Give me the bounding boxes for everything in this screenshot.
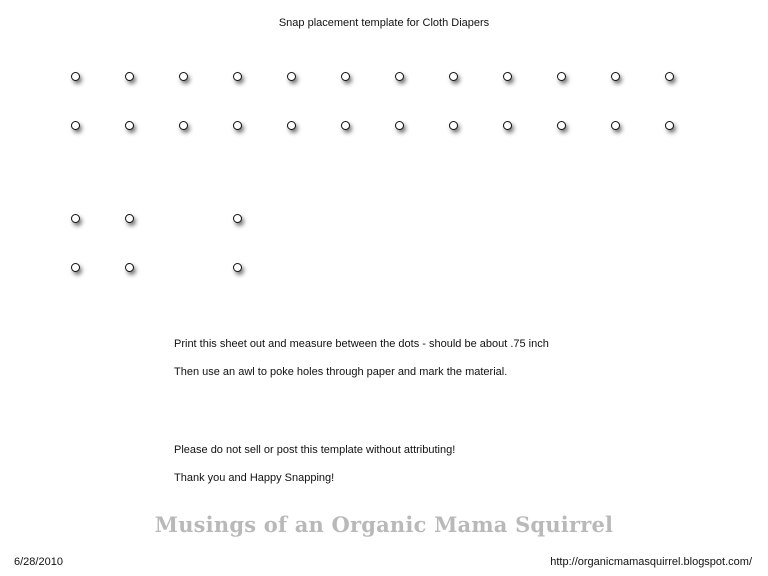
- snap-dot-icon: [665, 72, 674, 81]
- snap-dot-icon: [179, 72, 188, 81]
- note-attribution: Please do not sell or post this template without attributing!: [174, 444, 456, 456]
- snap-dot-icon: [71, 72, 80, 81]
- instruction-awl: Then use an awl to poke holes through paper and mark the material.: [174, 366, 508, 378]
- snap-dot-icon: [395, 72, 404, 81]
- snap-dot-icon: [125, 214, 134, 223]
- snap-dot-icon: [557, 121, 566, 130]
- snap-dot-icon: [71, 121, 80, 130]
- snap-dot-icon: [665, 121, 674, 130]
- snap-dot-icon: [233, 214, 242, 223]
- snap-dot-icon: [125, 263, 134, 272]
- snap-dot-icon: [233, 72, 242, 81]
- brand-watermark: Musings of an Organic Mama Squirrel: [154, 512, 614, 537]
- snap-dot-icon: [125, 121, 134, 130]
- snap-dot-icon: [611, 72, 620, 81]
- instruction-measure: Print this sheet out and measure between the dots - should be about .75 inch: [174, 338, 549, 350]
- note-thanks: Thank you and Happy Snapping!: [174, 472, 335, 484]
- snap-dot-icon: [503, 72, 512, 81]
- snap-dot-icon: [71, 214, 80, 223]
- snap-dot-icon: [503, 121, 512, 130]
- snap-dot-icon: [557, 72, 566, 81]
- snap-dot-icon: [71, 263, 80, 272]
- snap-dot-icon: [287, 72, 296, 81]
- snap-dot-icon: [233, 121, 242, 130]
- snap-dot-icon: [611, 121, 620, 130]
- footer-url[interactable]: http://organicmamasquirrel.blogspot.com/: [550, 556, 752, 568]
- snap-dot-icon: [449, 72, 458, 81]
- snap-dot-icon: [449, 121, 458, 130]
- snap-dot-icon: [125, 72, 134, 81]
- snap-dot-icon: [179, 121, 188, 130]
- snap-dot-icon: [341, 121, 350, 130]
- snap-dot-icon: [341, 72, 350, 81]
- page-title: Snap placement template for Cloth Diapers: [278, 17, 490, 29]
- snap-dot-icon: [395, 121, 404, 130]
- snap-dot-icon: [233, 263, 242, 272]
- snap-dot-icon: [287, 121, 296, 130]
- footer-date: 6/28/2010: [14, 556, 63, 568]
